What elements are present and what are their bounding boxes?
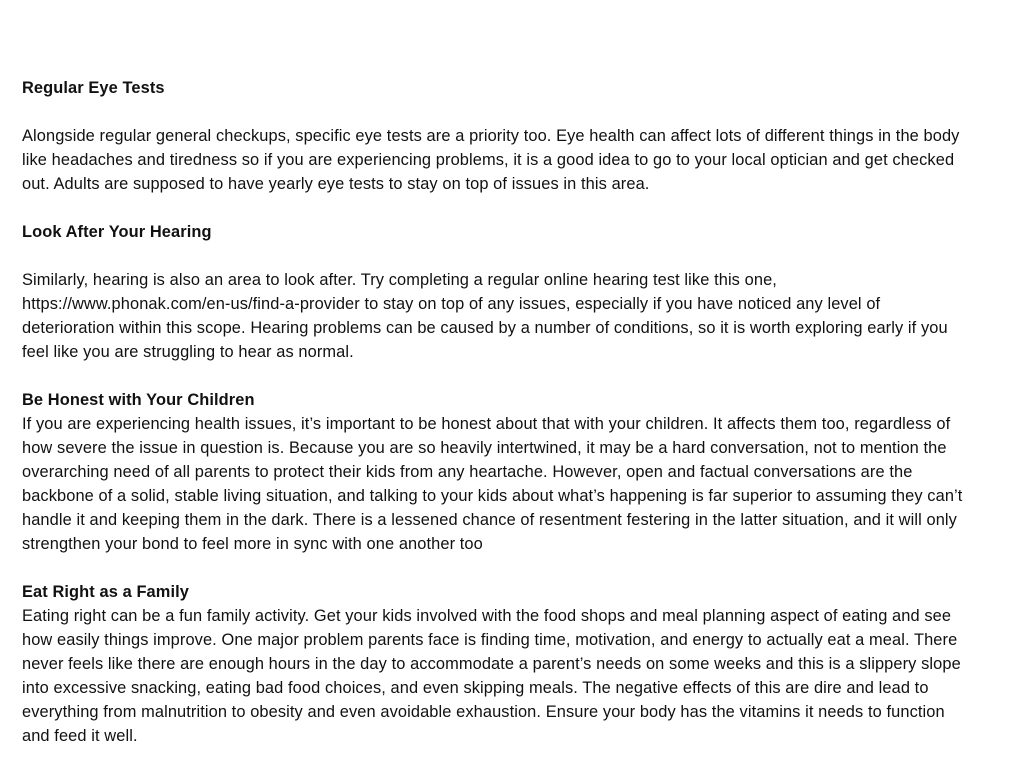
section-heading: Be Honest with Your Children bbox=[22, 391, 255, 409]
section-body: If you are experiencing health issues, it’s important to be honest about that with your children. It affects them too, regardless of how severe the issue in question is. Because you are so heavily intertwined, it may be a hard conversation, not to mention the overarching need of all parents to protect their kids from any heartache. However, open and factual conversations are the backbone of a solid, stable living situation, and talking to your kids about what’s happening is far superior to assuming they can’t handle it and keeping them in the dark. There is a lessened chance of resentment festering in the latter situation, and it will only strengthen your bond to feel more in sync with one another too bbox=[22, 415, 963, 553]
section-heading: Look After Your Hearing bbox=[22, 223, 212, 241]
section-children bbox=[22, 388, 964, 556]
section-body: Eating right can be a fun family activity. Get your kids involved with the food shops and meal planning aspect of eating and see how easily things improve. One major problem parents face is finding time, motivation, and energy to actually eat a meal. There never feels like there are enough hours in the day to accommodate a parent’s needs on some weeks and this is a slippery slope into excessive snacking, eating bad food choices, and even skipping meals. The negative effects of this are dire and lead to everything from malnutrition to obesity and even avoidable exhaustion. Ensure your body has the vitamins it needs to function and feed it well. bbox=[22, 607, 961, 745]
section-body: Similarly, hearing is also an area to look after. Try completing a regular online hearing test like this one, https://www.phonak.com/en-us/find-a-provider to stay on top of any issues, especially if you have noticed any level of deterioration within this scope. Hearing problems can be caused by a number of conditions, so it is worth exploring early if you feel like you are struggling to hear as normal. bbox=[22, 271, 948, 361]
section-heading: Regular Eye Tests bbox=[22, 79, 165, 97]
section-heading: Eat Right as a Family bbox=[22, 583, 189, 601]
section-body: Alongside regular general checkups, specific eye tests are a priority too. Eye health can affect lots of different things in the body like headaches and tiredness so if you are experiencing problems, it is a good idea to go to your local optician and get checked out. Adults are supposed to have yearly eye tests to stay on top of issues in this area. bbox=[22, 127, 960, 193]
section-eye-tests bbox=[22, 76, 964, 196]
section-hearing bbox=[22, 220, 964, 364]
section-eat-right bbox=[22, 580, 964, 748]
